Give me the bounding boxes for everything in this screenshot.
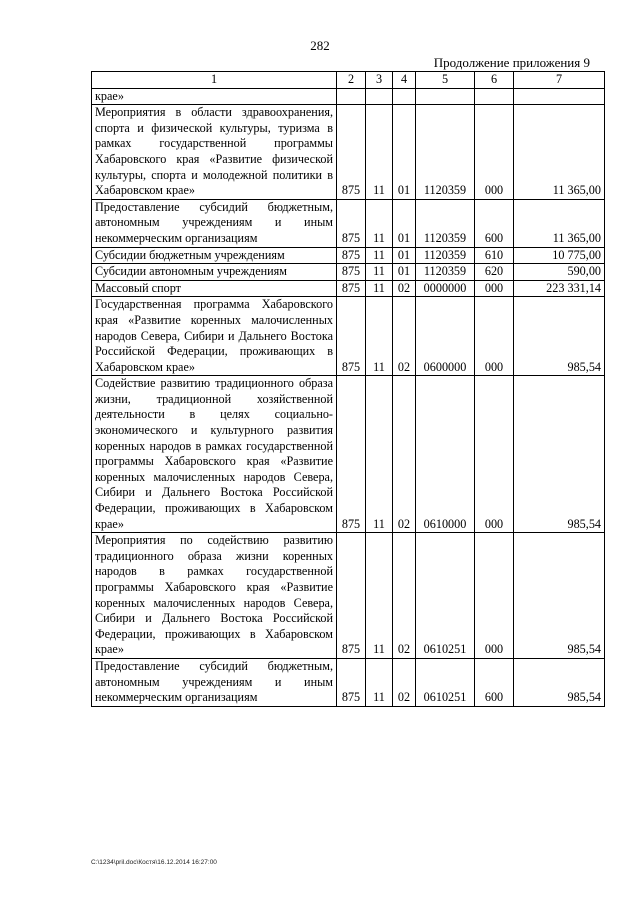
section-cell: 11 xyxy=(366,297,393,376)
item-name-cell: Предоставление субсидий бюджетным, автономным учреждениям и иным некоммерческим организациям xyxy=(92,658,337,706)
target-item-cell: 1120359 xyxy=(416,247,475,264)
table-row xyxy=(92,280,605,297)
subsection-cell: 02 xyxy=(393,658,416,706)
admin-code-cell xyxy=(337,88,366,105)
target-item-cell: 0600000 xyxy=(416,297,475,376)
subsection-cell: 01 xyxy=(393,247,416,264)
expense-type-cell: 000 xyxy=(475,105,514,200)
continuation-label: Продолжение приложения 9 xyxy=(433,55,590,70)
amount-cell: 10 775,00 xyxy=(514,247,605,264)
amount-cell: 590,00 xyxy=(514,264,605,281)
amount-cell: 11 365,00 xyxy=(514,199,605,247)
column-header: 5 xyxy=(416,72,475,89)
item-name-cell: Массовый спорт xyxy=(92,280,337,297)
table-row xyxy=(92,88,605,105)
target-item-cell: 0000000 xyxy=(416,280,475,297)
section-cell: 11 xyxy=(366,199,393,247)
admin-code-cell: 875 xyxy=(337,376,366,533)
table-row xyxy=(92,658,605,706)
table-row xyxy=(92,376,605,533)
amount-cell: 223 331,14 xyxy=(514,280,605,297)
subsection-cell: 01 xyxy=(393,105,416,200)
item-name-cell: Мероприятия в области здравоохранения, спорта и физической культуры, туризма в рамках государственной программы Хабаровского края «Развитие физической культуры, спорта и молодежной политики в Хабаровском крае» xyxy=(92,105,337,200)
section-cell: 11 xyxy=(366,247,393,264)
section-cell xyxy=(366,88,393,105)
subsection-cell: 02 xyxy=(393,280,416,297)
target-item-cell: 1120359 xyxy=(416,105,475,200)
item-name-cell: Мероприятия по содействию развитию традиционного образа жизни коренных народов в рамках государственной программы Хабаровского края «Развитие коренных малочисленных народов Севера, Сибири и Дальнего Востока Российской Федерации, проживающих в Хабаровском крае» xyxy=(92,533,337,659)
column-header: 6 xyxy=(475,72,514,89)
admin-code-cell: 875 xyxy=(337,297,366,376)
item-name-cell: Содействие развитию традиционного образа жизни, традиционной хозяйственной деятельности в целях социально-экономического и культурного развития коренных народов в рамках государственной программы Хабаровского края «Развитие коренных малочисленных народов Севера, Сибири и Дальнего Востока Российской Федерации, проживающих в Хабаровском крае» xyxy=(92,376,337,533)
section-cell: 11 xyxy=(366,280,393,297)
item-name-cell: крае» xyxy=(92,88,337,105)
expense-type-cell: 000 xyxy=(475,376,514,533)
column-header: 4 xyxy=(393,72,416,89)
item-name-cell: Субсидии автономным учреждениям xyxy=(92,264,337,281)
target-item-cell xyxy=(416,88,475,105)
column-header: 2 xyxy=(337,72,366,89)
subsection-cell: 01 xyxy=(393,199,416,247)
target-item-cell: 0610251 xyxy=(416,658,475,706)
subsection-cell: 02 xyxy=(393,533,416,659)
expense-type-cell: 600 xyxy=(475,658,514,706)
section-cell: 11 xyxy=(366,658,393,706)
table-row xyxy=(92,247,605,264)
target-item-cell: 0610000 xyxy=(416,376,475,533)
admin-code-cell: 875 xyxy=(337,658,366,706)
admin-code-cell: 875 xyxy=(337,280,366,297)
amount-cell: 985,54 xyxy=(514,533,605,659)
admin-code-cell: 875 xyxy=(337,199,366,247)
table-row xyxy=(92,297,605,376)
section-cell: 11 xyxy=(366,376,393,533)
column-header: 1 xyxy=(92,72,337,89)
target-item-cell: 1120359 xyxy=(416,264,475,281)
item-name-cell: Субсидии бюджетным учреждениям xyxy=(92,247,337,264)
subsection-cell: 01 xyxy=(393,264,416,281)
table-row xyxy=(92,105,605,200)
amount-cell: 985,54 xyxy=(514,297,605,376)
budget-table xyxy=(91,71,605,707)
expense-type-cell: 000 xyxy=(475,533,514,659)
expense-type-cell: 000 xyxy=(475,297,514,376)
item-name-cell: Предоставление субсидий бюджетным, автономным учреждениям и иным некоммерческим организациям xyxy=(92,199,337,247)
page-number: 282 xyxy=(310,38,330,53)
table-row xyxy=(92,533,605,659)
subsection-cell xyxy=(393,88,416,105)
expense-type-cell: 600 xyxy=(475,199,514,247)
expense-type-cell: 000 xyxy=(475,280,514,297)
table-header-row xyxy=(92,72,605,89)
file-path-footer: C:\1234\pril.doc\Костя\16.12.2014 16:27:00 xyxy=(91,859,217,866)
admin-code-cell: 875 xyxy=(337,264,366,281)
amount-cell: 11 365,00 xyxy=(514,105,605,200)
target-item-cell: 1120359 xyxy=(416,199,475,247)
column-header: 7 xyxy=(514,72,605,89)
amount-cell: 985,54 xyxy=(514,658,605,706)
amount-cell xyxy=(514,88,605,105)
subsection-cell: 02 xyxy=(393,297,416,376)
section-cell: 11 xyxy=(366,533,393,659)
table-row xyxy=(92,264,605,281)
expense-type-cell: 610 xyxy=(475,247,514,264)
item-name-cell: Государственная программа Хабаровского края «Развитие коренных малочисленных народов Севера, Сибири и Дальнего Востока Российской Федерации, проживающих в Хабаровском крае» xyxy=(92,297,337,376)
table-row xyxy=(92,199,605,247)
expense-type-cell xyxy=(475,88,514,105)
admin-code-cell: 875 xyxy=(337,105,366,200)
section-cell: 11 xyxy=(366,105,393,200)
expense-type-cell: 620 xyxy=(475,264,514,281)
column-header: 3 xyxy=(366,72,393,89)
admin-code-cell: 875 xyxy=(337,533,366,659)
amount-cell: 985,54 xyxy=(514,376,605,533)
subsection-cell: 02 xyxy=(393,376,416,533)
target-item-cell: 0610251 xyxy=(416,533,475,659)
section-cell: 11 xyxy=(366,264,393,281)
admin-code-cell: 875 xyxy=(337,247,366,264)
